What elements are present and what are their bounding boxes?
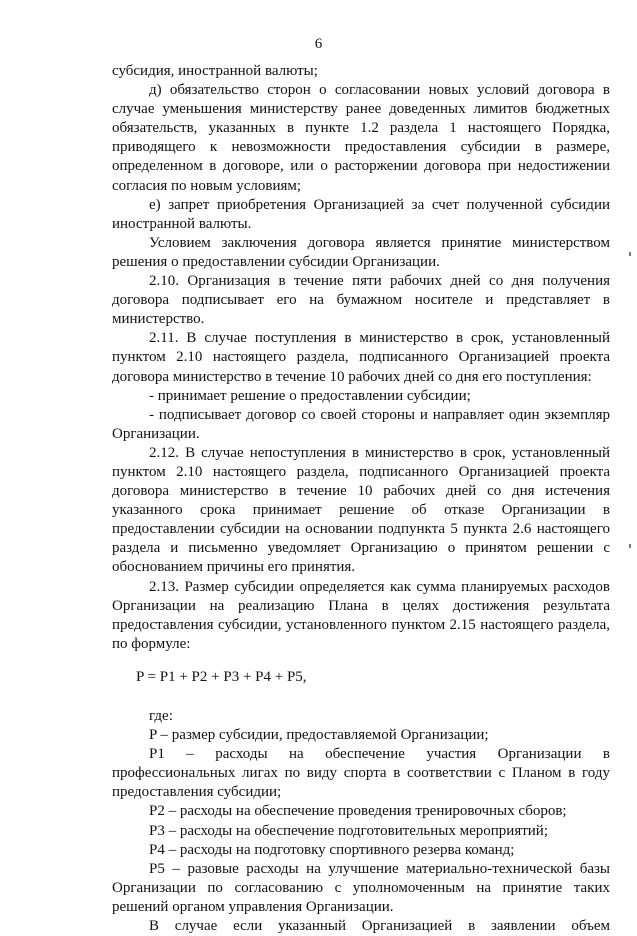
- paragraph: - принимает решение о предоставлении субсидии;: [149, 387, 471, 404]
- definition-line: P – размер субсидии, предоставляемой Организации;: [149, 727, 489, 744]
- paragraph: где:: [149, 708, 173, 724]
- paragraph: 2.10. Организация в течение пяти рабочих дней со дня получения договора подписывает его на бумажном носителе и представляет в министерство.: [112, 273, 610, 328]
- definition-line: P3 – расходы на обеспечение подготовительных мероприятий;: [149, 822, 549, 839]
- paragraph: 2.12. В случае непоступления в министерство в срок, установленный пунктом 2.10 настоящего раздела, подписанного Организацией проекта договора министерство в течение 10 рабочих дней со дня истечения указанного срока принимает решение об отказе Организации в предоставлении субсидии на основании подпункта 5 пункта 2.6 настоящего раздела и письменно уведомляет Организацию о принятом решении с обоснованием причины его принятия.: [112, 444, 610, 576]
- page-number: 6: [314, 36, 323, 52]
- definition-line: P1 – расходы на обеспечение участия Организации в профессиональных лигах по виду спорта в соответствии с Планом в году предоставления субсидии;: [112, 746, 610, 801]
- paragraph: 2.13. Размер субсидии определяется как сумма планируемых расходов Организации на реализацию Плана в целях достижения результата предоставления субсидии, установленного пунктом 2.15 настоящего раздела, по формуле:: [112, 578, 610, 652]
- paragraph: д) обязательство сторон о согласовании новых условий договора в случае уменьшения министерству ранее доведенных лимитов бюджетных обязательств, указанных в пункте 1.2 раздела 1 настоящего Порядка, приводящего к невозможности предоставления субсидии в размере, определенном в договоре, или о расторжении договора при недостижении согласия по новым условиям;: [112, 82, 610, 194]
- scan-mark: [629, 252, 631, 256]
- paragraph: - подписывает договор со своей стороны и направляет один экземпляр Организации.: [112, 406, 610, 442]
- paragraph: Условием заключения договора является принятие министерством решения о предоставлении субсидии Организации.: [112, 234, 610, 270]
- formula: P = P1 + P2 + P3 + P4 + P5,: [136, 668, 307, 685]
- document-body: [112, 62, 610, 936]
- definition-line: P5 – разовые расходы на улучшение материально-технической базы Организации по согласованию с уполномоченным на принятие таких решений органом управления Организации.: [112, 860, 610, 915]
- definition-line: P2 – расходы на обеспечение проведения тренировочных сборов;: [149, 803, 567, 820]
- paragraph: е) запрет приобретения Организацией за счет полученной субсидии иностранной валюты.: [112, 196, 610, 232]
- scan-mark: [629, 544, 631, 548]
- paragraph: субсидия, иностранной валюты;: [112, 63, 318, 79]
- paragraph: 2.11. В случае поступления в министерство в срок, установленный пунктом 2.10 настоящего раздела, подписанного Организацией проекта договора министерство в течение 10 рабочих дней со дня его поступления:: [112, 330, 610, 385]
- paragraph-continues: В случае если указанный Организацией в заявлении объем: [149, 918, 610, 935]
- definition-line: P4 – расходы на подготовку спортивного резерва команд;: [149, 841, 515, 858]
